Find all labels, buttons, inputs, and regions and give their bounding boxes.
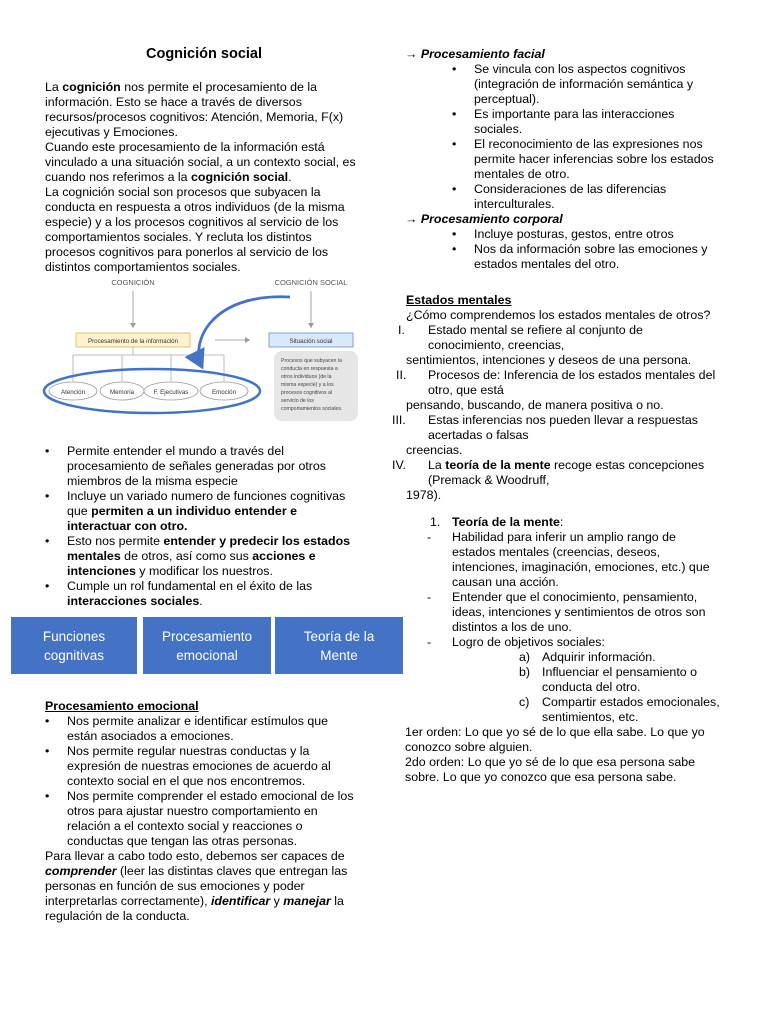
theory-of-mind-section: 1. Teoría de la mente: - Habilidad para inferir un amplio rango de estados mentales (creencias, deseos, intenciones, imaginación, emociones, etc.) que causan una acción. - Entender que el conocimiento, pensamiento, ideas, intenciones y sentimientos de otros son distintos a los de uno. - Logro de objetivos sociales: a) Adquirir información. b) Influenciar el pensamiento o conducta del otro. c) Compartir estados emocionales, sentimientos, etc. 1er orden: Lo que yo sé de lo que ella sabe. Lo que yo conozco sobre alguien. 2do orden: Lo que yo sé de lo que esa persona sabe sobre. Lo que yo conozco que esa persona sabe.	[405, 515, 745, 785]
list-item: • Nos permite regular nuestras conductas y la expresión de nuestras emociones de acuerdo al contexto social en el que nos encontremos.	[45, 744, 375, 789]
list-item: b) Influenciar el pensamiento o conducta del otro.	[519, 665, 697, 694]
list-item: • Esto nos permite entender y predecir los estados mentales de otros, así como sus acciones e intenciones y modificar los nuestros.	[45, 534, 375, 579]
list-item: III. Estas inferencias nos pueden llevar a respuestas acertadas o falsas creencias.	[392, 413, 698, 457]
list-item: - Habilidad para inferir un amplio rango de estados mentales (creencias, deseos, intenciones, imaginación, emociones, etc.) que causan una acción.	[427, 530, 710, 589]
list-item: c) Compartir estados emocionales, sentimientos, etc.	[519, 695, 720, 724]
emotional-processing-section	[45, 699, 375, 924]
list-item: • Nos permite analizar e identificar estímulos que están asociados a emociones.	[45, 714, 375, 744]
intro-paragraph: La cognición nos permite el procesamiento de la información. Esto se hace a través de diversos recursos/procesos cognitivos: Atención, Memoria, F(x) ejecutivas y Emociones. Cuando este procesamiento de la información está vinculado a una situación social, a un contexto social, es cuando nos referimos a la cognición social. La cognición social son procesos que subyacen la conducta en respuesta a otros individuos (de la misma especie) y a los procesos cognitivos al servicio de los comportamientos sociales. Y recluta los distintos procesos cognitivos para ponerlos al servicio de los distintos comportamientos sociales.	[45, 80, 356, 274]
arrow-icon: →	[405, 212, 418, 226]
svg-text:Memoria: Memoria	[109, 389, 135, 396]
list-item: • Cumple un rol fundamental en el éxito de las interacciones sociales.	[45, 579, 375, 609]
box-teoria-de-la-mente: Teoría de la Mente	[275, 617, 403, 674]
list-item: a) Adquirir información.	[519, 650, 656, 664]
page-title: Cognición social	[145, 46, 262, 62]
list-item: - Entender que el conocimiento, pensamiento, ideas, intenciones y sentimientos de otros son distintos a los de uno.	[427, 590, 706, 634]
list-item: • Consideraciones de las diferencias interculturales.	[452, 182, 735, 212]
list-item: I. Estado mental se refiere al conjunto de conocimiento, creencias, sentimientos, intenciones y deseos de una persona.	[398, 323, 692, 367]
emotional-paragraph: Para llevar a cabo todo esto, debemos ser capaces de comprender (leer las distintas claves que entregan las personas en función de sus emociones y poder interpretarlas correctamente), identificar y manejar la regulación de la conducta.	[45, 849, 348, 923]
list-item: • Permite entender el mundo a través del procesamiento de señales generadas por otros miembros de la misma especie	[45, 444, 375, 489]
mental-states-section: Estados mentales ¿Cómo comprendemos los estados mentales de otros? I. Estado mental se refiere al conjunto de conocimiento, creencias, sentimientos, intenciones y deseos de una persona. II. Procesos de: Inferencia de los estados mentales del otro, que está pensando, buscando, de manera positiva o no. III. Estas inferencias nos pueden llevar a respuestas acertadas o falsas creencias. IV. La teoría de la mente recoge estas concepciones (Premack & Woodruff, 1978).	[388, 293, 748, 503]
section-heading: Estados mentales	[406, 293, 512, 307]
svg-text:Procesamiento de la informació: Procesamiento de la información	[87, 338, 179, 345]
box-funciones-cognitivas: Funciones cognitivas	[11, 617, 137, 674]
social-cognition-bullets	[45, 444, 375, 609]
list-item: • Incluye posturas, gestos, entre otros	[452, 227, 735, 242]
list-item: • Nos da información sobre las emociones y estados mentales del otro.	[452, 242, 735, 272]
box-procesamiento-emocional: Procesamiento emocional	[143, 617, 271, 674]
svg-text:Emoción: Emoción	[211, 389, 237, 396]
svg-text:F. Ejecutivas: F. Ejecutivas	[153, 389, 189, 396]
list-item: • El reconocimiento de las expresiones nos permite hacer inferencias sobre los estados mentales de otro.	[452, 137, 735, 182]
list-item: - Logro de objetivos sociales:	[427, 635, 605, 649]
svg-text:Situación social: Situación social	[289, 338, 333, 345]
list-item: • Es importante para las interacciones sociales.	[452, 107, 735, 137]
list-item: • Nos permite comprender el estado emocional de los otros para ajustar nuestro comportamiento en relación a el contexto social y reacciones o conductas que tengan las otras personas.	[45, 789, 375, 849]
list-item: • Incluye un variado numero de funciones cognitivas que permiten a un individuo entender e interactuar con otro.	[45, 489, 375, 534]
list-item: IV. La teoría de la mente recoge estas concepciones (Premack & Woodruff, 1978).	[392, 458, 705, 502]
diagram-heading-right: COGNICIÓN SOCIAL	[274, 278, 348, 287]
section-heading: Procesamiento emocional	[45, 699, 199, 713]
svg-text:Procesos que subyacen la c: Procesos que subyacen la conducta en respuesta a otros individuos (de la misma especie) y a los procesos cognitivos al servicio de los comportamientos sociales.	[281, 358, 343, 412]
facial-processing-section: → Procesamiento facial • Se vincula con los aspectos cognitivos (integración de información semántica y perceptual). • Es importante para las interacciones sociales. • El reconocimiento de las expresiones nos permite hacer inferencias sobre los estados mentales de otro. • Consideraciones de las diferencias interculturales. → Procesamiento corporal • Incluye posturas, gestos, entre otros • Nos da información sobre las emociones y estados mentales del otro.	[405, 47, 735, 272]
list-item: II. Procesos de: Inferencia de los estados mentales del otro, que está pensando, buscando, de manera positiva o no.	[396, 368, 716, 412]
arrow-icon: →	[405, 47, 418, 61]
diagram-heading-left: COGNICIÓN	[111, 278, 155, 287]
svg-text:Atención: Atención	[60, 389, 86, 396]
cognition-diagram	[40, 273, 365, 433]
orders-paragraph: 1er orden: Lo que yo sé de lo que ella sabe. Lo que yo conozco sobre alguien. 2do orden: Lo que yo sé de lo que esa persona sabe sobre. Lo que yo conozco que esa persona sabe.	[405, 725, 705, 784]
list-item: • Se vincula con los aspectos cognitivos (integración de información semántica y perceptual).	[452, 62, 735, 107]
